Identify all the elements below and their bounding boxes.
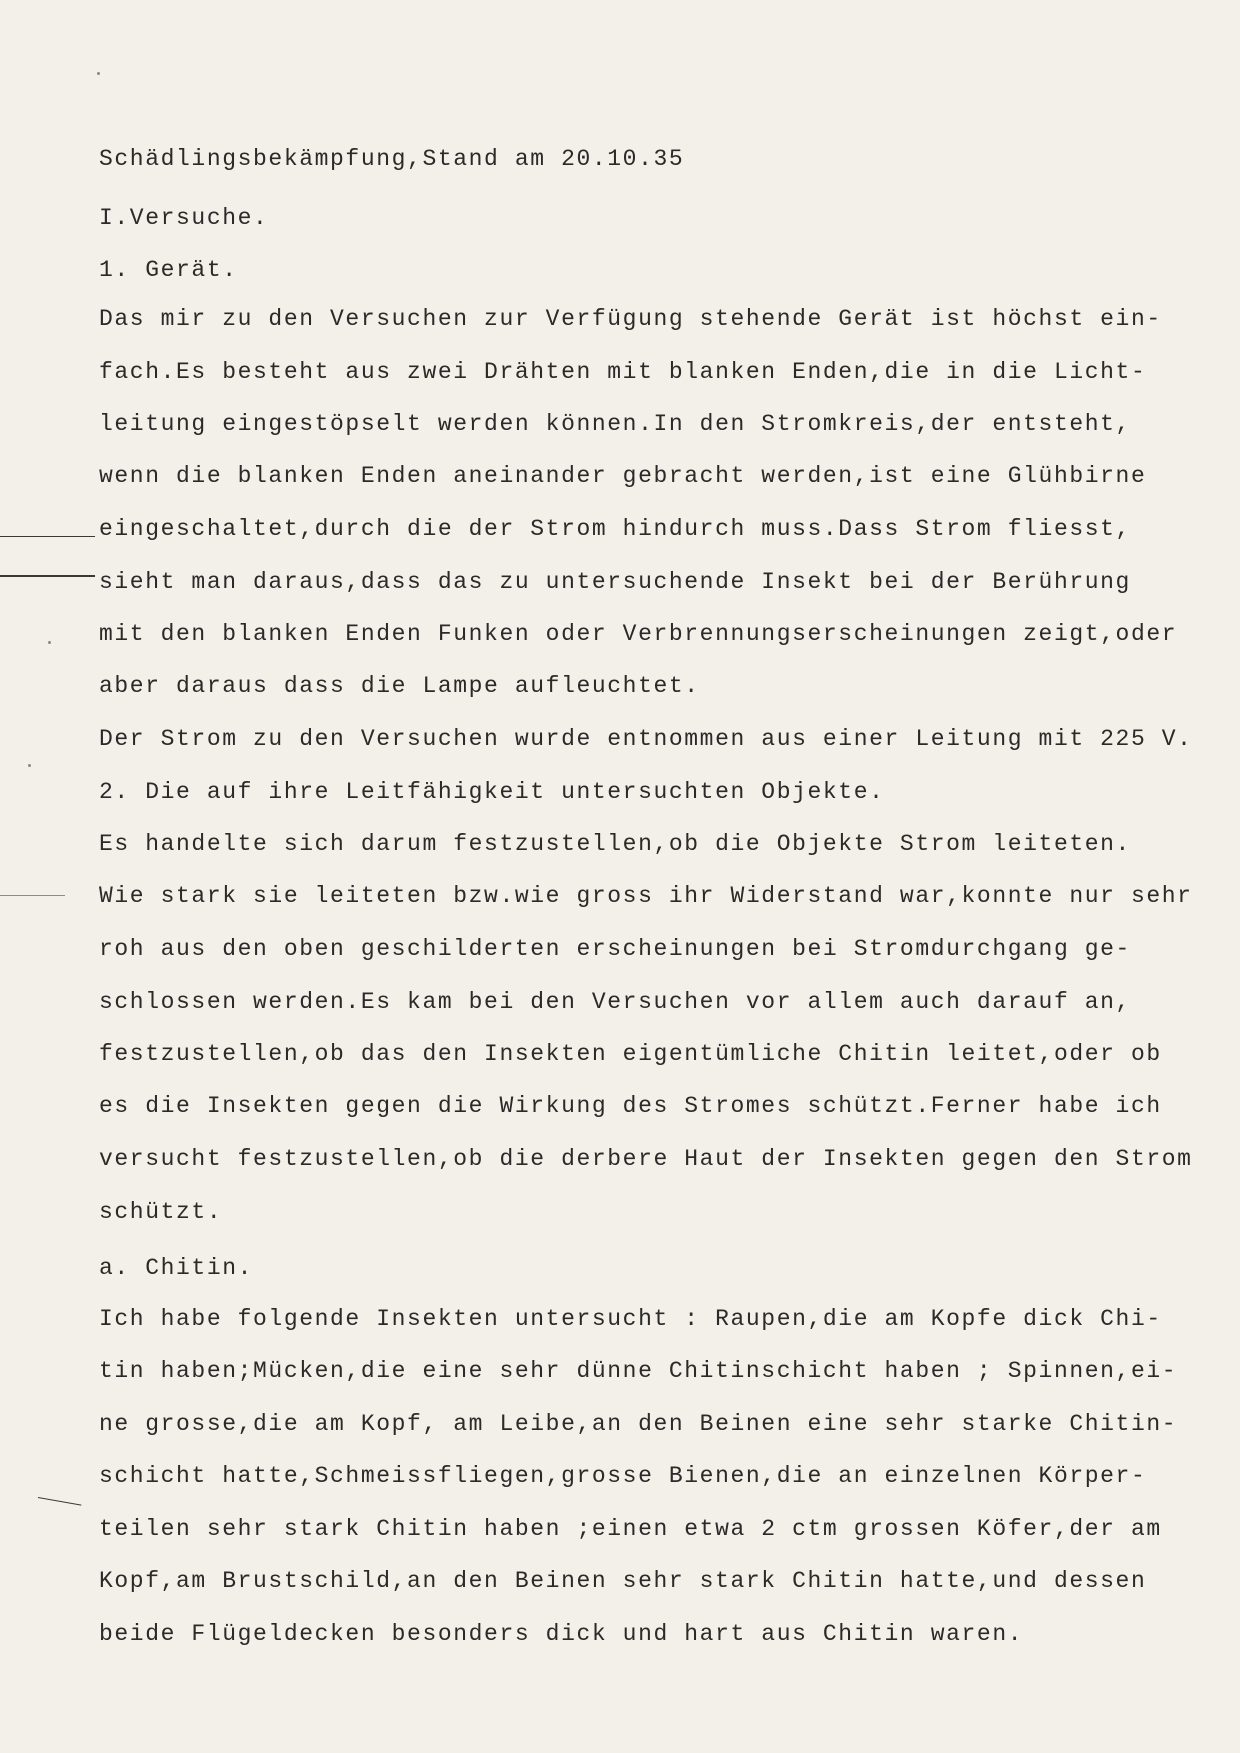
text-line: wenn die blanken Enden aneinander gebracht werden,ist eine Glühbirne (99, 463, 1147, 489)
text-line: leitung eingestöpselt werden können.In den Stromkreis,der entsteht, (99, 411, 1131, 437)
margin-mark (0, 575, 95, 577)
margin-dot (28, 764, 31, 767)
margin-dot (48, 641, 51, 644)
text-line: es die Insekten gegen die Wirkung des Stromes schützt.Ferner habe ich (99, 1093, 1162, 1119)
subsection-heading: 2. Die auf ihre Leitfähigkeit untersuchten Objekte. (99, 779, 885, 805)
text-line: schlossen werden.Es kam bei den Versuchen vor allem auch darauf an, (99, 989, 1131, 1015)
document-heading: Schädlingsbekämpfung,Stand am 20.10.35 (99, 146, 685, 172)
text-line: Der Strom zu den Versuchen wurde entnommen aus einer Leitung mit 225 V. (99, 726, 1193, 752)
text-line: sieht man daraus,dass das zu untersuchende Insekt bei der Berührung (99, 569, 1131, 595)
margin-mark (38, 1497, 82, 1506)
subsection-heading: 1. Gerät. (99, 257, 238, 283)
text-line: beide Flügeldecken besonders dick und hart aus Chitin waren. (99, 1621, 1024, 1647)
text-line: mit den blanken Enden Funken oder Verbrennungserscheinungen zeigt,oder (99, 621, 1178, 647)
text-line: Ich habe folgende Insekten untersucht : Raupen,die am Kopfe dick Chi- (99, 1306, 1162, 1332)
text-line: schicht hatte,Schmeissfliegen,grosse Bienen,die an einzelnen Körper- (99, 1463, 1147, 1489)
text-line: fach.Es besteht aus zwei Drähten mit blanken Enden,die in die Licht- (99, 359, 1147, 385)
margin-mark (0, 895, 65, 896)
text-line: teilen sehr stark Chitin haben ;einen etwa 2 ctm grossen Köfer,der am (99, 1516, 1162, 1542)
text-line: Wie stark sie leiteten bzw.wie gross ihr Widerstand war,konnte nur sehr (99, 883, 1193, 909)
text-line: ne grosse,die am Kopf, am Leibe,an den Beinen eine sehr starke Chitin- (99, 1411, 1178, 1437)
text-line: eingeschaltet,durch die der Strom hindurch muss.Dass Strom fliesst, (99, 516, 1131, 542)
subsection-heading: a. Chitin. (99, 1255, 254, 1281)
text-line: roh aus den oben geschilderten erscheinungen bei Stromdurchgang ge- (99, 936, 1131, 962)
text-line: schützt. (99, 1199, 223, 1225)
margin-dot (97, 72, 100, 75)
section-heading: I.Versuche. (99, 205, 269, 231)
text-line: Kopf,am Brustschild,an den Beinen sehr stark Chitin hatte,und dessen (99, 1568, 1147, 1594)
text-line: festzustellen,ob das den Insekten eigentümliche Chitin leitet,oder ob (99, 1041, 1162, 1067)
text-line: Es handelte sich darum festzustellen,ob die Objekte Strom leiteten. (99, 831, 1131, 857)
text-line: Das mir zu den Versuchen zur Verfügung stehende Gerät ist höchst ein- (99, 306, 1162, 332)
margin-mark (0, 536, 95, 537)
text-line: versucht festzustellen,ob die derbere Haut der Insekten gegen den Strom (99, 1146, 1193, 1172)
text-line: tin haben;Mücken,die eine sehr dünne Chitinschicht haben ; Spinnen,ei- (99, 1358, 1178, 1384)
text-line: aber daraus dass die Lampe aufleuchtet. (99, 673, 700, 699)
